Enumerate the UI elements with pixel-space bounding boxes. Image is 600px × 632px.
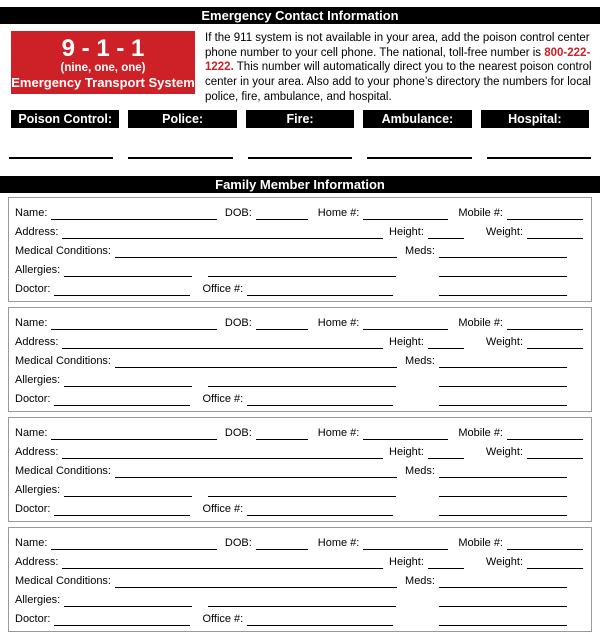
office-phone-label: Office #: [202, 393, 244, 406]
poison-control-phone-number: 800-222-1222. [205, 46, 591, 74]
height-label: Height: [389, 445, 424, 458]
mobile-phone-blank-line [507, 206, 583, 220]
dob-blank-line [256, 316, 308, 330]
dob-label: DOB: [224, 536, 252, 549]
intro-text-before: If the 911 system is not available in your area, add the poison control center phone number to your cell phone. The national, toll-free number is [205, 32, 590, 59]
home-phone-label: Home #: [317, 426, 360, 439]
address-row [15, 550, 583, 569]
name-blank-line [51, 536, 216, 550]
meds-continuation-line [439, 392, 567, 406]
allergies-continuation-line [208, 483, 396, 497]
fire-blank-line [248, 157, 352, 159]
address-row [15, 220, 583, 239]
height-label: Height: [389, 335, 424, 348]
mobile-phone-label: Mobile #: [458, 536, 503, 549]
mobile-phone-label: Mobile #: [458, 206, 503, 219]
police-blank-line [128, 157, 232, 159]
family-member-block [8, 417, 592, 522]
office-phone-label: Office #: [202, 503, 244, 516]
page-title: Emergency Contact Information [0, 7, 600, 24]
weight-blank-line [527, 335, 583, 349]
allergies-label: Allergies: [15, 264, 61, 277]
office-phone-label: Office #: [202, 613, 244, 626]
police-label: Police: [128, 110, 236, 128]
name-row [15, 311, 583, 330]
address-blank-line [62, 445, 383, 459]
mobile-phone-label: Mobile #: [458, 316, 503, 329]
doctor-row [15, 497, 583, 516]
family-section-title: Family Member Information [0, 176, 600, 193]
height-label: Height: [389, 225, 424, 238]
name-row [15, 421, 583, 440]
office-phone-blank-line [247, 392, 393, 406]
address-label: Address: [15, 445, 59, 458]
mobile-phone-blank-line [507, 316, 583, 330]
meds-continuation-line [439, 282, 567, 296]
ambulance-label: Ambulance: [363, 110, 471, 128]
meds-blank-line [439, 354, 567, 368]
medical-conditions-blank-line [115, 354, 397, 368]
allergies-row [15, 258, 583, 277]
allergies-label: Allergies: [15, 594, 61, 607]
meds-label: Meds: [405, 465, 435, 478]
medical-conditions-label: Medical Conditions: [15, 355, 111, 368]
name-row [15, 201, 583, 220]
weight-blank-line [527, 555, 583, 569]
address-blank-line [62, 225, 383, 239]
hospital-label: Hospital: [481, 110, 589, 128]
weight-label: Weight: [485, 335, 523, 348]
poison-control-label: Poison Control: [11, 110, 119, 128]
office-phone-blank-line [247, 282, 393, 296]
weight-blank-line [527, 445, 583, 459]
dob-label: DOB: [224, 206, 252, 219]
meds-continuation-line [439, 502, 567, 516]
meds-continuation-line [439, 612, 567, 626]
medical-conditions-row [15, 569, 583, 588]
emergency-contact-blank-lines [9, 157, 591, 159]
doctor-row [15, 607, 583, 626]
allergies-blank-line [64, 593, 192, 607]
allergies-blank-line [64, 373, 192, 387]
allergies-blank-line [64, 263, 192, 277]
meds-label: Meds: [405, 355, 435, 368]
doctor-row [15, 387, 583, 406]
home-phone-blank-line [363, 316, 448, 330]
dob-blank-line [256, 426, 308, 440]
height-blank-line [428, 335, 464, 349]
medical-conditions-row [15, 349, 583, 368]
fire-label: Fire: [246, 110, 354, 128]
weight-blank-line [527, 225, 583, 239]
address-label: Address: [15, 335, 59, 348]
medical-conditions-row [15, 459, 583, 478]
meds-blank-line [439, 464, 567, 478]
allergies-row [15, 588, 583, 607]
home-phone-label: Home #: [317, 206, 360, 219]
poison-control-blank-line [9, 157, 113, 159]
dob-blank-line [256, 206, 308, 220]
name-label: Name: [15, 316, 48, 329]
dob-label: DOB: [224, 316, 252, 329]
medical-conditions-row [15, 239, 583, 258]
name-label: Name: [15, 536, 48, 549]
address-label: Address: [15, 225, 59, 238]
name-blank-line [51, 316, 216, 330]
allergies-label: Allergies: [15, 374, 61, 387]
medical-conditions-blank-line [115, 464, 397, 478]
mobile-phone-label: Mobile #: [458, 426, 503, 439]
height-blank-line [428, 555, 464, 569]
medical-conditions-label: Medical Conditions: [15, 465, 111, 478]
address-row [15, 440, 583, 459]
family-member-block [8, 307, 592, 412]
mobile-phone-blank-line [507, 536, 583, 550]
doctor-row [15, 277, 583, 296]
doctor-blank-line [54, 502, 190, 516]
allergies-continuation-line [208, 373, 396, 387]
doctor-label: Doctor: [15, 503, 51, 516]
nine-one-one-number: 9 - 1 - 1 [61, 35, 145, 62]
allergies-row [15, 478, 583, 497]
meds-label: Meds: [405, 575, 435, 588]
emergency-contact-labels [11, 110, 589, 128]
nine-one-one-subtitle: Emergency Transport System [11, 75, 195, 90]
hospital-blank-line [487, 157, 591, 159]
home-phone-label: Home #: [317, 316, 360, 329]
medical-conditions-blank-line [115, 574, 397, 588]
nine-one-one-words: (nine, one, one) [60, 62, 146, 74]
medical-conditions-blank-line [115, 244, 397, 258]
allergies-blank-line [64, 483, 192, 497]
height-label: Height: [389, 555, 424, 568]
height-blank-line [428, 445, 464, 459]
medical-conditions-label: Medical Conditions: [15, 575, 111, 588]
name-row [15, 531, 583, 550]
medical-conditions-label: Medical Conditions: [15, 245, 111, 258]
intro-section [11, 31, 592, 105]
home-phone-blank-line [363, 206, 448, 220]
nine-one-one-box [11, 31, 195, 94]
office-phone-blank-line [247, 612, 393, 626]
home-phone-blank-line [363, 536, 448, 550]
meds-blank-line [439, 244, 567, 258]
office-phone-label: Office #: [202, 283, 244, 296]
meds-blank-line [439, 574, 567, 588]
allergies-row [15, 368, 583, 387]
name-label: Name: [15, 206, 48, 219]
doctor-label: Doctor: [15, 283, 51, 296]
meds-continuation-line [439, 593, 567, 607]
weight-label: Weight: [485, 555, 523, 568]
family-member-block [8, 197, 592, 302]
weight-label: Weight: [485, 225, 523, 238]
name-blank-line [51, 206, 216, 220]
home-phone-blank-line [363, 426, 448, 440]
intro-paragraph [205, 31, 592, 105]
doctor-blank-line [54, 282, 190, 296]
office-phone-blank-line [247, 502, 393, 516]
intro-text-after: This number will automatically direct you to the nearest poison control center in your area. Also add to your phone’s directory the numbers for local police, fire, ambulance, and hospital. [205, 61, 592, 103]
allergies-continuation-line [208, 593, 396, 607]
meds-continuation-line [439, 373, 567, 387]
doctor-label: Doctor: [15, 393, 51, 406]
family-member-block [8, 527, 592, 632]
weight-label: Weight: [485, 445, 523, 458]
address-blank-line [62, 335, 383, 349]
allergies-label: Allergies: [15, 484, 61, 497]
height-blank-line [428, 225, 464, 239]
address-row [15, 330, 583, 349]
doctor-blank-line [54, 392, 190, 406]
dob-label: DOB: [224, 426, 252, 439]
ambulance-blank-line [367, 157, 471, 159]
home-phone-label: Home #: [317, 536, 360, 549]
allergies-continuation-line [208, 263, 396, 277]
doctor-label: Doctor: [15, 613, 51, 626]
meds-continuation-line [439, 263, 567, 277]
dob-blank-line [256, 536, 308, 550]
mobile-phone-blank-line [507, 426, 583, 440]
doctor-blank-line [54, 612, 190, 626]
name-blank-line [51, 426, 216, 440]
meds-continuation-line [439, 483, 567, 497]
address-blank-line [62, 555, 383, 569]
meds-label: Meds: [405, 245, 435, 258]
address-label: Address: [15, 555, 59, 568]
name-label: Name: [15, 426, 48, 439]
